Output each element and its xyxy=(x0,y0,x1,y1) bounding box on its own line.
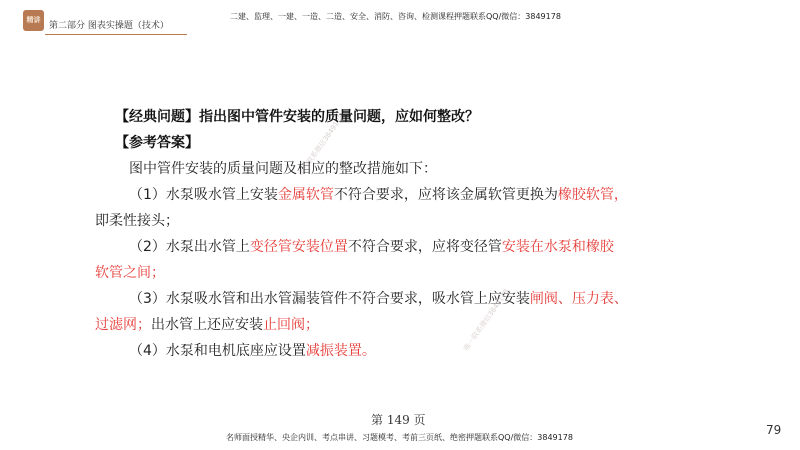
item2-text-2: 不符合要求，应将变径管 xyxy=(347,239,502,255)
section-title: 第二部分 图表实操题（技术） xyxy=(49,21,169,31)
question-heading: 【经典问题】指出图中管件安装的质量问题，应如何整改？ xyxy=(115,109,479,125)
answer-item-1 xyxy=(95,182,655,234)
item4-text: （4）水泵和电机底座应设置 xyxy=(129,343,306,359)
item2-text: （2）水泵出水管上 xyxy=(129,239,250,255)
item1-continuation: 即柔性接头； xyxy=(95,213,179,229)
answer-intro: 图中管件安装的质量问题及相应的整改措施如下： xyxy=(129,161,437,177)
item2-highlight-2: 安装在水泵和橡胶 xyxy=(501,239,614,255)
header-divider xyxy=(45,34,187,35)
item1-text: （1）水泵吸水管上安装 xyxy=(129,187,278,203)
logo: 精讲 xyxy=(23,10,44,31)
item4-highlight-1: 减振装置。 xyxy=(305,343,376,359)
top-ad-text: 二建、监理、一建、一造、二造、安全、消防、咨询、检测课程押题联系QQ/微信：3849178 xyxy=(230,12,561,21)
slide-content xyxy=(95,104,655,364)
item1-text-2: 不符合要求，应将该金属软管更换为 xyxy=(333,187,558,203)
watermark-upper: 唯一联系微信3849178 xyxy=(297,112,346,178)
item3-text-2: 出水管上还应安装 xyxy=(151,317,263,333)
answer-item-2 xyxy=(95,234,655,286)
watermark-lower: 唯一联系微信3849178 xyxy=(462,287,511,353)
page-number-label: 第 149 页 xyxy=(371,413,426,427)
item3-text: （3）水泵吸水管和出水管漏装管件不符合要求，吸水管上应安装 xyxy=(129,291,530,307)
bottom-ad-text: 名师面授精华、央企内训、考点串讲、习题模考、考前三页纸、绝密押题联系QQ/微信：3849178 xyxy=(226,433,573,442)
item2-continuation: 软管之间； xyxy=(95,265,165,281)
item1-highlight-1: 金属软管 xyxy=(277,187,334,203)
slide-number: 79 xyxy=(766,423,782,437)
answer-item-3 xyxy=(95,286,655,338)
answer-item-4 xyxy=(129,338,655,364)
item1-highlight-2: 橡胶软管， xyxy=(557,187,628,203)
answer-heading: 【参考答案】 xyxy=(115,135,199,151)
item3-highlight-2: 过滤网； xyxy=(95,317,151,333)
item3-continuation xyxy=(95,312,655,338)
item3-highlight-3: 止回阀； xyxy=(263,317,319,333)
item3-highlight-1: 闸阀、压力表、 xyxy=(529,291,628,307)
item2-highlight-1: 变径管安装位置 xyxy=(249,239,348,255)
